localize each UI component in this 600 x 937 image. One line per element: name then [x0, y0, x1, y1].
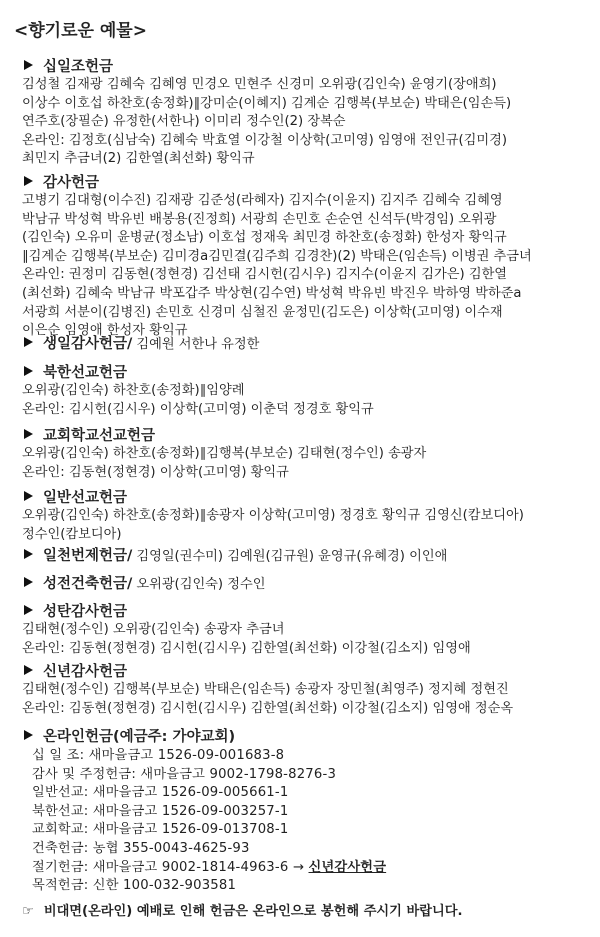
section-title: 감사헌금 [43, 175, 100, 191]
donor-line: 서광희 서분이(김병진) 손민호 신경미 심철진 윤정민(김도은) 이상학(고미영) 이수재 [22, 304, 503, 320]
account-seasonal-text: 절기헌금: 새마을금고 9002-1814-4963-6 [32, 859, 289, 875]
triangle-bullet-icon [24, 60, 33, 70]
section-online-offering [20, 728, 595, 746]
account-church-school: 교회학교: 새마을금고 1526-09-013708-1 [32, 822, 289, 838]
donor-line: 최민지 추금녀(2) 김한열(최선화) 황익규 [22, 151, 255, 167]
triangle-bullet-icon [24, 176, 33, 186]
section-title: 성탄감사헌금 [43, 604, 128, 620]
donor-line: 연주호(장필순) 유정한(서한나) 이미리 정수인(2) 장복순 [22, 114, 346, 130]
section-title: 일반선교헌금 [43, 490, 128, 506]
new-year-link-text: 신년감사헌금 [308, 859, 387, 875]
donor-line: 오위광(김인숙) 하찬호(송정화)∥임양례 [22, 383, 245, 398]
section-thanks [20, 174, 595, 341]
donor-line: 오위광(김인숙) 하찬호(송정화)∥김행복(부보순) 김태현(정수인) 송광자 [22, 446, 427, 461]
triangle-bullet-icon [24, 665, 33, 675]
donor-line: 온라인: 김동현(정현경) 김시헌(김시우) 김한열(최선화) 이강철(김소지) 임영애 [22, 640, 471, 656]
section-title: 일천번제헌금/ [43, 548, 133, 564]
triangle-bullet-icon [24, 577, 33, 587]
section-building-fund [20, 575, 595, 594]
donor-line: 온라인: 김시헌(김시우) 이상학(고미영) 이춘덕 정경호 황익규 [22, 401, 374, 417]
section-new-year [20, 663, 595, 718]
section-heading [20, 547, 595, 566]
section-church-school-mission [20, 427, 595, 482]
section-heading [20, 575, 595, 594]
donor-line: 온라인: 권정미 김동현(정현경) 김선태 김시헌(김시우) 김지수(이윤지 김가은) 김한열 [22, 267, 508, 283]
section-heading [20, 427, 595, 445]
section-heading [20, 335, 595, 354]
section-title: 신년감사헌금 [43, 664, 128, 680]
section-tithe [20, 58, 595, 169]
section-north-korea-mission [20, 364, 595, 419]
triangle-bullet-icon [24, 549, 33, 559]
donor-line: 이은순 임영애 한성자 황익규 [22, 323, 188, 339]
section-christmas [20, 603, 595, 658]
section-heading [20, 603, 595, 621]
donor-line: 온라인: 김정호(심남숙) 김혜숙 박효열 이강철 이상학(고미영) 임영애 전인규(김미경) [22, 132, 508, 148]
donor-line: (최선화) 김혜숙 박남규 박포갑주 박상현(김수연) 박성혁 박유빈 박진우 박하영 박하준a [22, 285, 522, 301]
notice-text: 비대면(온라인) 예배로 인해 헌금은 온라인으로 봉헌해 주시기 바랍니다. [43, 904, 463, 919]
section-title: 교회학교선교헌금 [43, 428, 156, 444]
page-title: <향기로운 예물> [14, 21, 147, 41]
donor-names: 오위광(김인숙) 정수인 [136, 577, 266, 592]
section-title: 온라인헌금(예금주: 가야교회) [43, 729, 236, 745]
triangle-bullet-icon [24, 337, 33, 347]
donor-names: 김영일(권수미) 김예원(김규원) 윤영규(유혜경) 이인애 [136, 549, 448, 564]
donor-names: 김예원 서한나 유정한 [136, 337, 260, 352]
triangle-bullet-icon [24, 605, 33, 615]
online-offering-notice [22, 900, 462, 919]
triangle-bullet-icon [24, 429, 33, 439]
donor-line: 박남규 박성혁 박유빈 배봉용(진정희) 서광희 손민호 손순연 신석두(박경임) 오위광 [22, 211, 497, 227]
account-north-korea-mission: 북한선교: 새마을금고 1526-09-003257-1 [32, 803, 289, 819]
donor-line: 김성철 김재광 김혜숙 김혜영 민경오 민현주 신경미 오위광(김인숙) 윤영기(장애희) [22, 77, 497, 92]
donor-line: 이상수 이호섭 하찬호(송정화)∥강미순(이혜지) 김계순 김행복(부보순) 박태은(임손득) [22, 95, 512, 111]
triangle-bullet-icon [24, 491, 33, 501]
section-heading [20, 728, 595, 746]
section-title: 성전건축헌금/ [43, 576, 133, 592]
section-heading [20, 364, 595, 382]
section-heading [20, 58, 595, 76]
donor-line: 정수인(캄보디아) [22, 526, 122, 542]
section-title: 북한선교헌금 [43, 365, 128, 381]
account-purpose: 목적헌금: 신한 100-032-903581 [32, 878, 237, 894]
donor-line: 김태현(정수인) 김행복(부보순) 박태은(임손득) 송광자 장민철(최영주) 정지혜 정현진 [22, 682, 509, 697]
donor-line: 김태현(정수인) 오위광(김인숙) 송광자 추금녀 [22, 622, 285, 637]
section-general-mission [20, 489, 595, 544]
arrow-right-icon: → [292, 859, 305, 875]
account-tithe: 십 일 조: 새마을금고 1526-09-001683-8 [32, 748, 285, 763]
section-thousand-offering [20, 547, 595, 566]
account-list [32, 747, 592, 896]
account-seasonal [32, 859, 592, 878]
section-title: 생일감사헌금/ [43, 336, 133, 352]
pointing-hand-icon: ☞ [22, 904, 34, 919]
account-building: 건축헌금: 농협 355-0043-4625-93 [32, 840, 250, 856]
account-thanks: 감사 및 주정헌금: 새마을금고 9002-1798-8276-3 [32, 766, 337, 782]
donor-line: 오위광(김인숙) 하찬호(송정화)∥송광자 이상학(고미영) 정경호 황익규 김영신(캄보디아) [22, 508, 524, 523]
section-birthday [20, 335, 595, 354]
donor-line: (김인숙) 오유미 윤병균(정소남) 이호섭 정재욱 최민경 하찬호(송정화) 한성자 황익규 [22, 230, 507, 246]
section-title: 십일조헌금 [43, 59, 114, 75]
section-heading [20, 174, 595, 192]
triangle-bullet-icon [24, 730, 33, 740]
donor-line: ∥김계순 김행복(부보순) 김미경a김민결(김주희 김경찬)(2) 박태은(임손득) 이병권 추금녀 [22, 248, 532, 264]
donor-line: 온라인: 김동현(정현경) 김시헌(김시우) 김한열(최선화) 이강철(김소지) 임영애 정순옥 [22, 700, 514, 716]
section-heading [20, 489, 595, 507]
donor-line: 온라인: 김동현(정현경) 이상학(고미영) 황익규 [22, 464, 289, 480]
section-heading [20, 663, 595, 681]
donor-line: 고병기 김대형(이수진) 김재광 김준성(라혜자) 김지수(이윤지) 김지주 김혜숙 김혜영 [22, 193, 503, 208]
triangle-bullet-icon [24, 366, 33, 376]
account-general-mission: 일반선교: 새마을금고 1526-09-005661-1 [32, 785, 289, 801]
